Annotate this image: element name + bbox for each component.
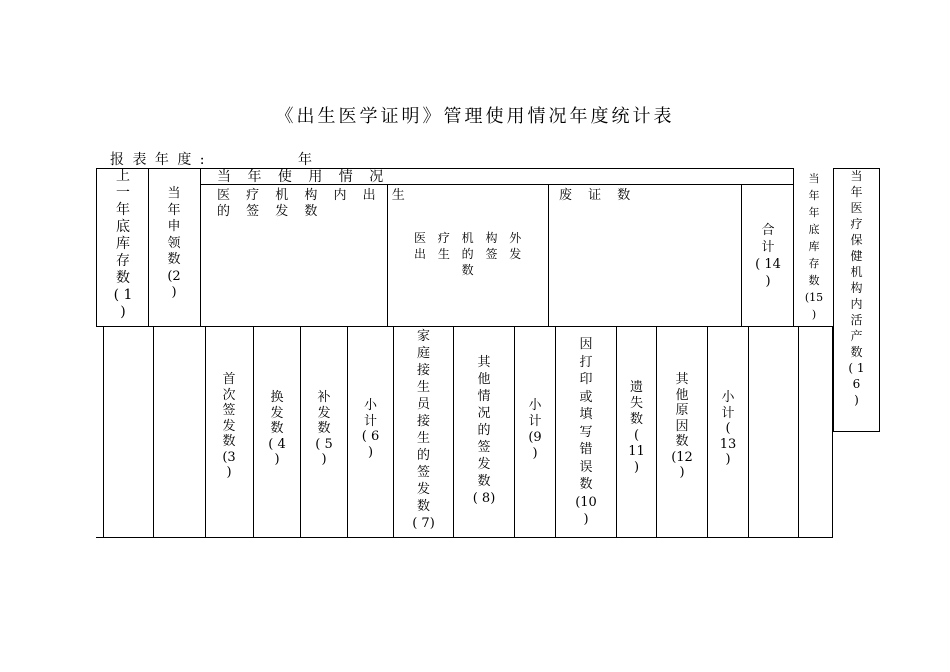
upper-divider <box>793 168 794 326</box>
col-current-year-usage: 当 年 使 用 情 况 <box>217 169 390 185</box>
col-current-year-applied: 当 年 申 领 数 (2 ) <box>167 186 181 300</box>
col-prev-year-stock: 上 一 年 底 库 存 数 ( 1 ) <box>113 168 133 320</box>
page-title: 《出生医学证明》管理使用情况年度统计表 <box>275 106 675 127</box>
upper-divider <box>548 184 549 326</box>
col-first-issue-3: 首 次 签 发 数 (3 ) <box>222 372 236 480</box>
col-reissue-4: 换 发 数 ( 4 ) <box>268 390 286 467</box>
report-year-suffix: 年 <box>298 152 312 168</box>
col-home-delivery-7: 家 庭 接 生 员 接 生 的 签 发 数 ( 7) <box>412 329 435 531</box>
lower-divider <box>748 326 749 538</box>
col-print-error-10: 因 打 印 或 填 写 错 误 数 (10 ) <box>575 337 597 527</box>
report-year-label: 报 表 年 度 : <box>110 152 207 168</box>
lower-divider <box>798 326 799 538</box>
upper-divider <box>148 168 149 326</box>
col-year-end-stock-15: 当 年 年 底 库 存 数 (15 ) <box>804 172 824 321</box>
upper-divider <box>200 168 201 326</box>
col-other-issued-8: 其 他 情 况 的 签 发 数 ( 8) <box>472 355 496 506</box>
col-void-count: 废 证 数 <box>559 188 637 203</box>
lower-divider <box>153 326 154 538</box>
col-live-births-16: 当 年 医 疗 保 健 机 构 内 活 产 数 ( 1 6 ) <box>848 169 865 407</box>
col-subtotal-9: 小 计 (9 ) <box>528 398 542 461</box>
col-lost-11: 遗 失 数 ( 11 ) <box>628 380 645 475</box>
lower-divider <box>103 326 104 538</box>
upper-divider <box>741 184 742 326</box>
col-outside-institution-issued: 医 疗 机 构 外 出 生 的 签 发 数 <box>414 231 526 277</box>
upper-block-bottom <box>96 326 833 327</box>
col-total-14: 合 计 ( 14 ) <box>755 223 781 289</box>
col-other-reason-12: 其 他 原 因 数 (12 ) <box>671 372 693 480</box>
c16-border-right <box>879 168 880 432</box>
col-supplementary-5: 补 发 数 ( 5 ) <box>315 390 333 467</box>
col-subtotal-13: 小 计 ( 13 ) <box>719 390 737 467</box>
upper-border-left <box>96 168 97 326</box>
c16-border-bottom <box>833 431 880 432</box>
table-border-bottom <box>96 537 833 538</box>
col-subtotal-6: 小 计 ( 6 ) <box>361 398 380 460</box>
lower-divider <box>832 326 833 538</box>
col-inside-institution-issued: 医 疗 机 构 内 出 生 的 签 发 数 <box>217 188 411 219</box>
